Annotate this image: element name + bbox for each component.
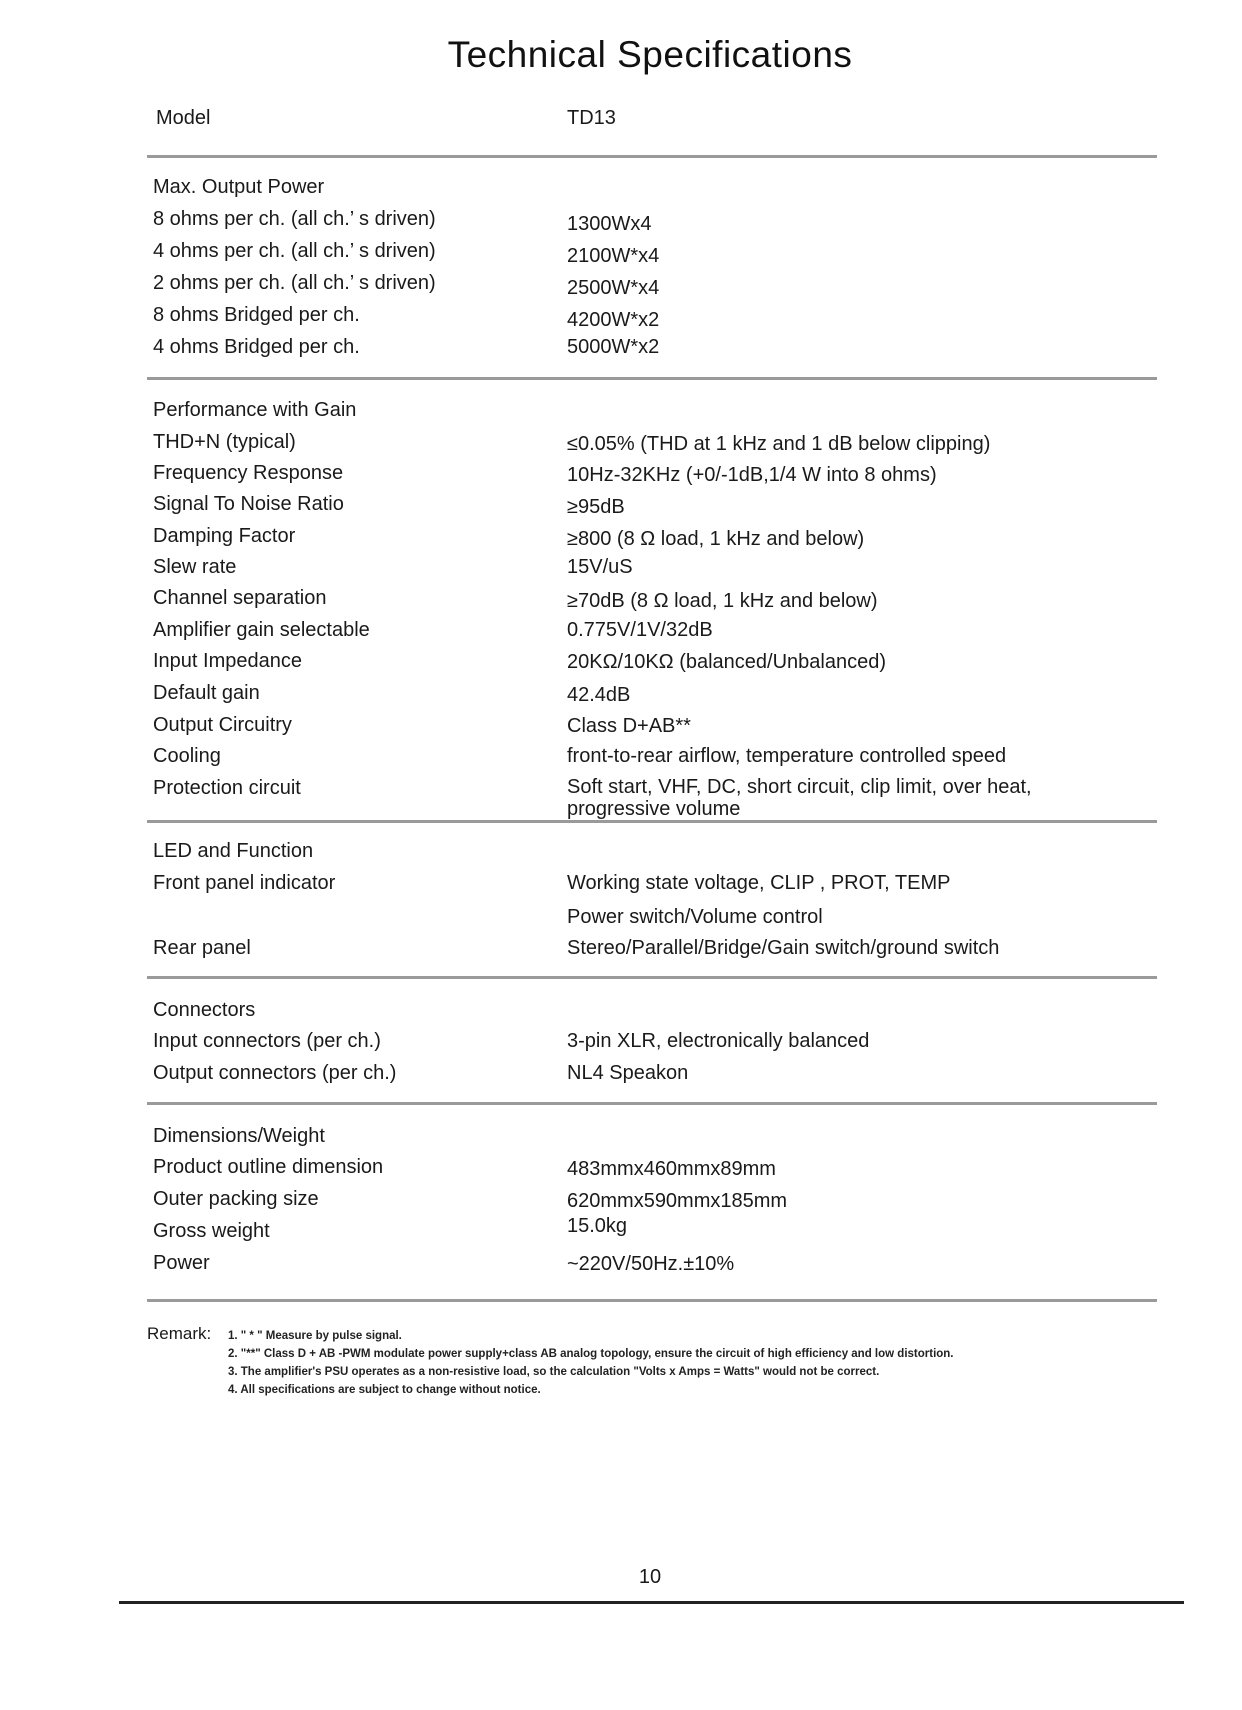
model-row xyxy=(156,104,1166,132)
spec-row: Output Circuitry Class D+AB** xyxy=(153,714,691,737)
spec-row: Power switch/Volume control xyxy=(567,906,823,928)
section-divider xyxy=(147,155,1157,158)
section-divider xyxy=(147,1299,1157,1302)
remark-note: 1. " * " Measure by pulse signal. xyxy=(228,1330,402,1342)
spec-row: 4 ohms Bridged per ch. 5000W*x2 xyxy=(153,336,660,358)
footer-rule xyxy=(119,1601,1184,1604)
spec-row: Product outline dimension 483mmx460mmx89mm xyxy=(153,1156,776,1180)
spec-row: Gross weight 15.0kg xyxy=(153,1215,628,1242)
spec-row: Damping Factor ≥800 (8 Ω load, 1 kHz and below) xyxy=(153,525,865,550)
spec-row: Frequency Response 10Hz-32KHz (+0/-1dB,1/4 W into 8 ohms) xyxy=(153,462,937,486)
section-heading-dimensions: Dimensions/Weight xyxy=(153,1125,325,1147)
spec-row: Output connectors (per ch.) NL4 Speakon xyxy=(153,1062,689,1084)
model-value: TD13 xyxy=(567,107,616,129)
remark-notes xyxy=(228,1327,954,1399)
section-divider xyxy=(147,976,1157,979)
page-number: 10 xyxy=(638,1566,662,1588)
spec-row: Rear panel Stereo/Parallel/Bridge/Gain switch/ground switch xyxy=(153,937,1000,959)
section-heading-output-power: Max. Output Power xyxy=(153,176,325,198)
spec-row: 8 ohms Bridged per ch. 4200W*x2 xyxy=(153,304,660,331)
page-title: Technical Specifications xyxy=(447,34,853,75)
remark-note: 2. "**" Class D + AB -PWM modulate power supply+class AB analog topology, ensure the circuit of high efficiency and low distortion. xyxy=(228,1348,954,1360)
section-heading-led: LED and Function xyxy=(153,840,314,862)
spec-row: Outer packing size 620mmx590mmx185mm xyxy=(153,1188,788,1212)
remark-label: Remark: xyxy=(147,1324,212,1343)
spec-row: THD+N (typical) ≤0.05% (THD at 1 kHz and 1 dB below clipping) xyxy=(153,431,991,455)
remark-note: 3. The amplifier's PSU operates as a non-resistive load, so the calculation "Volts x Amps = Watts" would not be correct. xyxy=(228,1366,880,1378)
spec-row: 2 ohms per ch. (all ch.’ s driven) 2500W*x4 xyxy=(153,272,660,299)
section-divider xyxy=(147,377,1157,380)
section-divider xyxy=(147,820,1157,823)
section-heading-performance: Performance with Gain xyxy=(153,399,357,421)
section-heading-connectors: Connectors xyxy=(153,999,256,1021)
spec-row: Cooling front-to-rear airflow, temperature controlled speed xyxy=(153,745,1007,767)
spec-row: Input connectors (per ch.) 3-pin XLR, electronically balanced xyxy=(153,1030,870,1052)
spec-row: Channel separation ≥70dB (8 Ω load, 1 kHz and below) xyxy=(153,587,878,612)
spec-row: Default gain 42.4dB xyxy=(153,682,631,706)
section-divider xyxy=(147,1102,1157,1105)
spec-row-protection: Protection circuit Soft start, VHF, DC, short circuit, clip limit, over heat, progressive volume xyxy=(153,776,1032,820)
spec-row: Input Impedance 20KΩ/10KΩ (balanced/Unbalanced) xyxy=(153,650,886,673)
spec-row: 8 ohms per ch. (all ch.’ s driven) 1300Wx4 xyxy=(153,208,652,235)
spec-row: Power ~220V/50Hz.±10% xyxy=(153,1252,735,1275)
spec-row: Slew rate 15V/uS xyxy=(153,556,633,578)
spec-row: 4 ohms per ch. (all ch.’ s driven) 2100W*x4 xyxy=(153,240,660,267)
spec-row: Amplifier gain selectable 0.775V/1V/32dB xyxy=(153,619,713,641)
remark-note: 4. All specifications are subject to change without notice. xyxy=(228,1384,541,1396)
spec-row: Front panel indicator Working state voltage, CLIP , PROT, TEMP xyxy=(153,872,951,894)
spec-row: Signal To Noise Ratio ≥95dB xyxy=(153,493,625,518)
model-label: Model xyxy=(156,107,211,129)
